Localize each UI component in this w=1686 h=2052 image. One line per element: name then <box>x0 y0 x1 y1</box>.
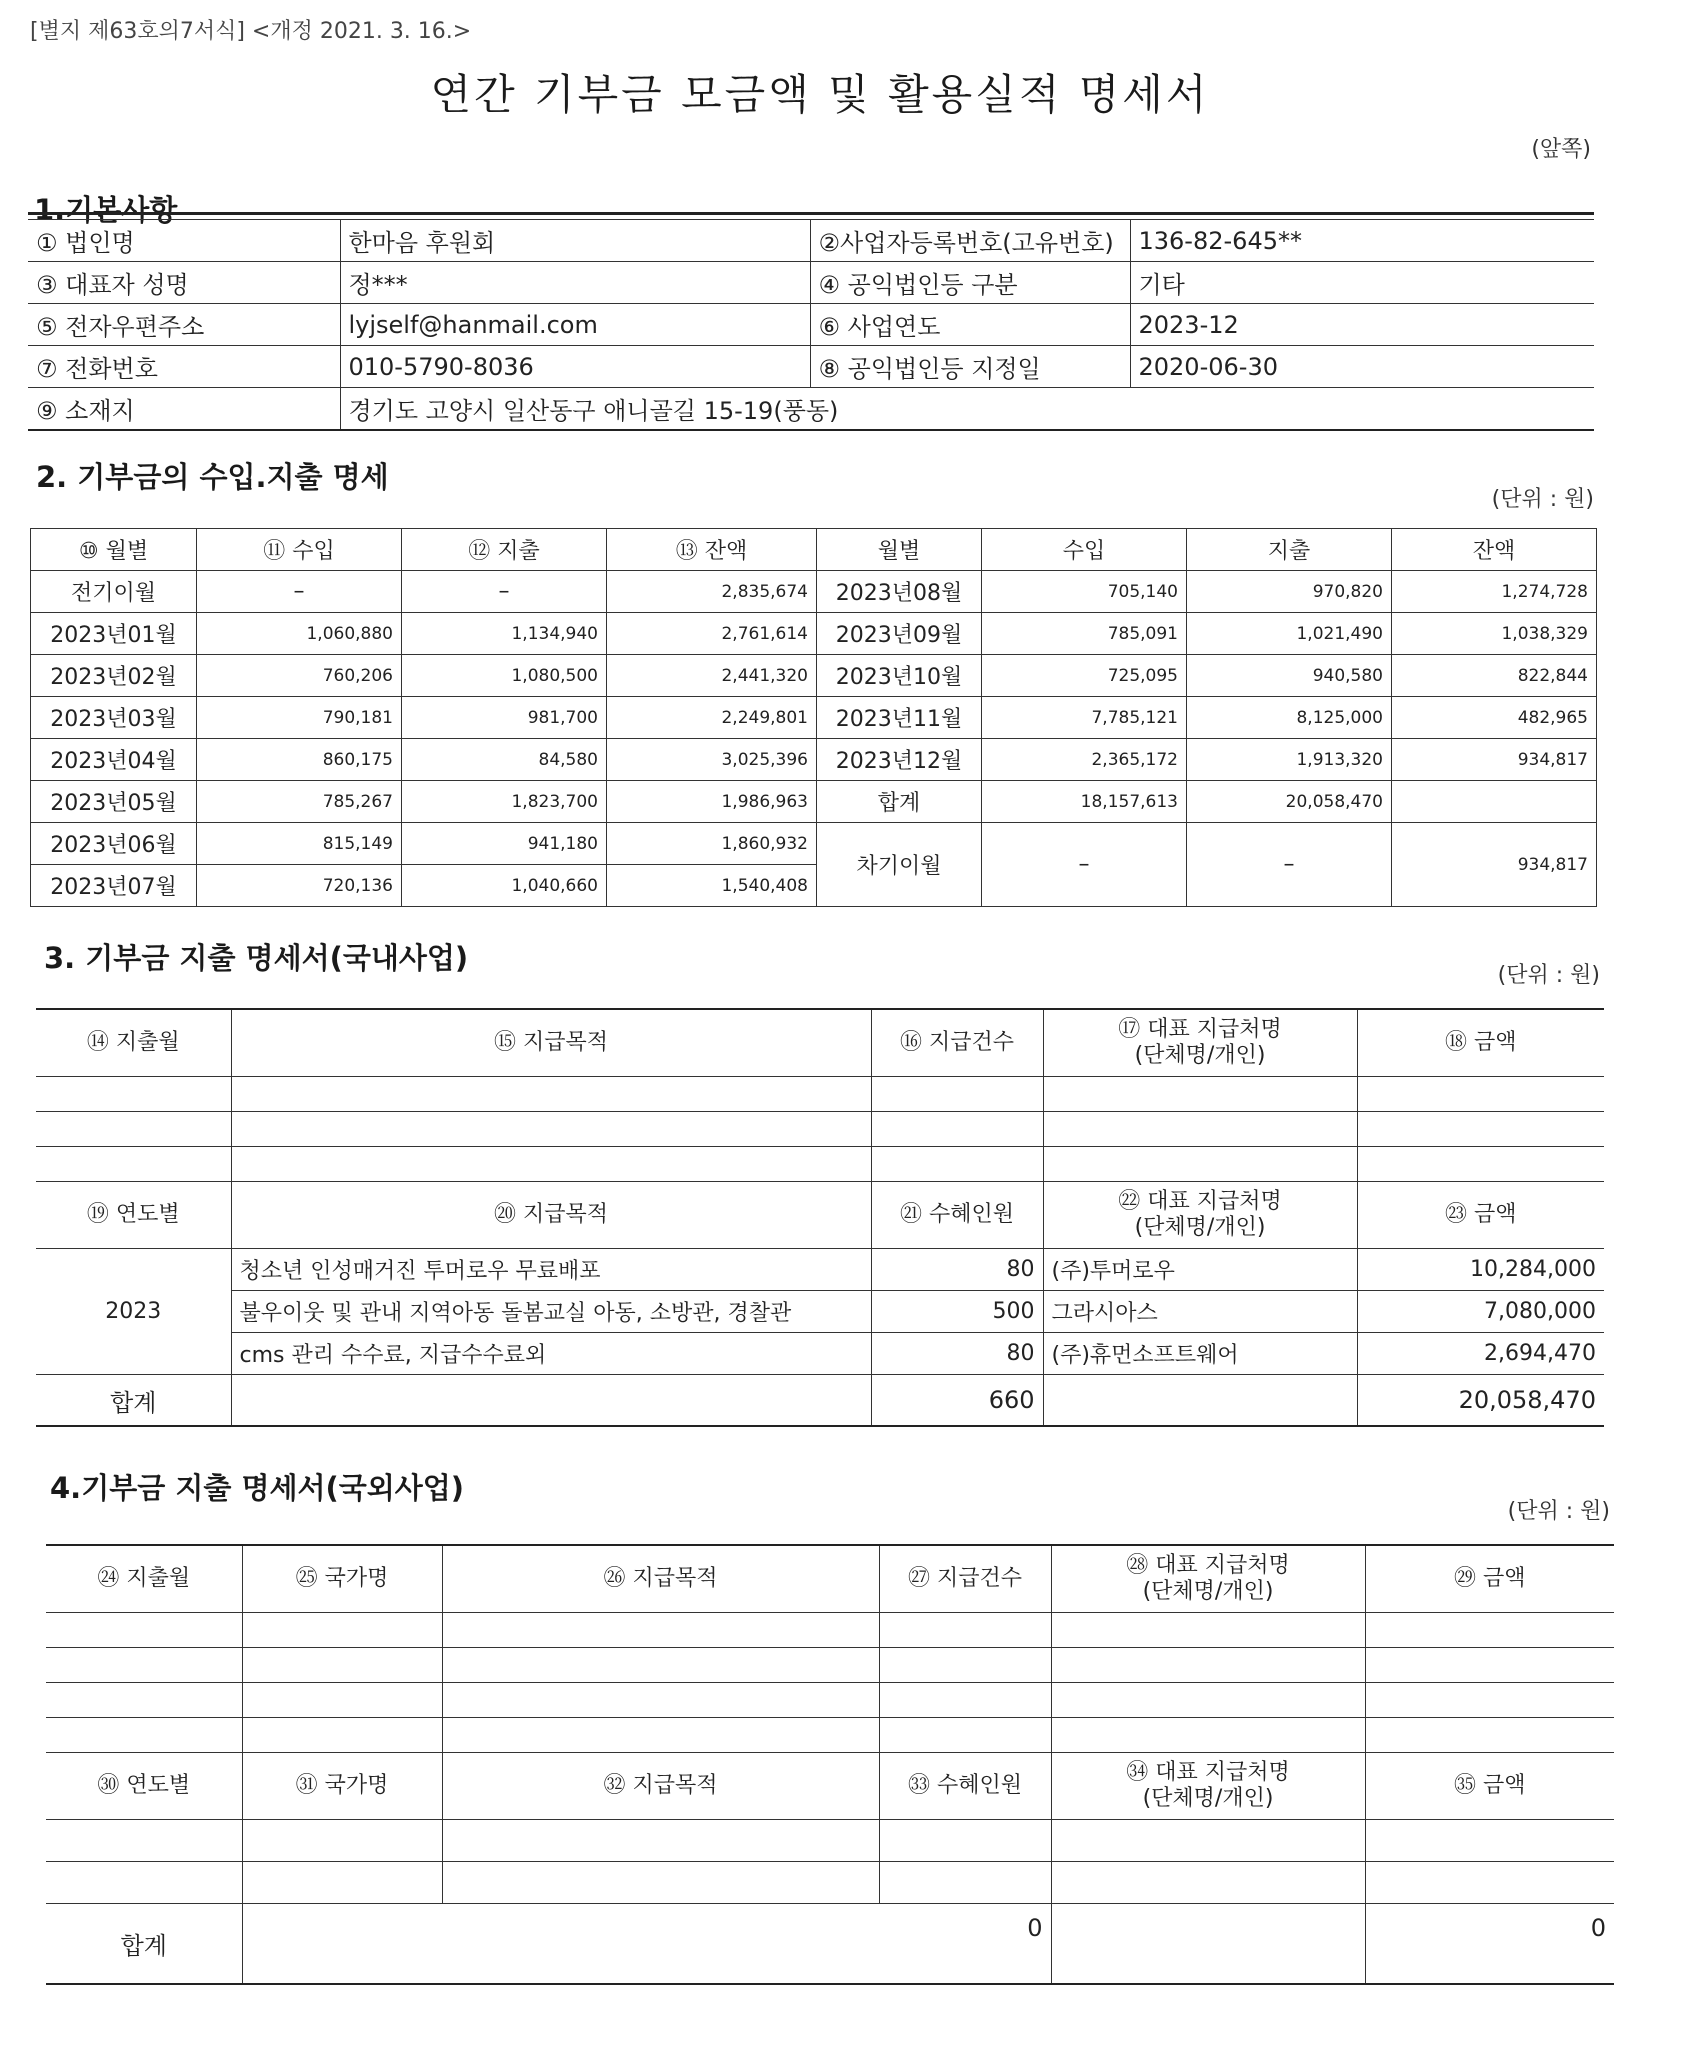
corp-name-label: ① 법인명 <box>28 220 340 262</box>
designation-date-label: ⑧ 공익법인등 지정일 <box>810 346 1130 388</box>
month-cell: 2023년06월 <box>31 823 197 865</box>
purpose-cell: 청소년 인성매거진 투머로우 무료배포 <box>231 1249 871 1291</box>
total-count: 660 <box>871 1375 1043 1427</box>
expense-cell: 941,180 <box>402 823 607 865</box>
col-purpose: ㉜ 지급목적 <box>442 1753 879 1820</box>
table-row <box>36 1249 1604 1291</box>
header-row <box>36 1009 1604 1077</box>
email-label: ⑤ 전자우편주소 <box>28 304 340 346</box>
col-amount: ⑱ 금액 <box>1357 1009 1604 1077</box>
form-reference: [별지 제63호의7서식] <개정 2021. 3. 16.> <box>30 19 472 44</box>
month-cell: 2023년02월 <box>31 655 197 697</box>
col-purpose: ⑮ 지급목적 <box>231 1009 871 1077</box>
col-country: ㉛ 국가명 <box>242 1753 442 1820</box>
income-cell: 2,365,172 <box>982 739 1187 781</box>
rep-name-value: 정*** <box>340 262 810 304</box>
carry-forward-label: 차기이월 <box>817 823 982 907</box>
count-cell: 80 <box>871 1249 1043 1291</box>
count-cell: 80 <box>871 1333 1043 1375</box>
col-count: ㉗ 지급건수 <box>879 1545 1051 1613</box>
col-payee: ㉒ 대표 지급처명 (단체명/개인) <box>1043 1182 1357 1249</box>
col-year: ⑲ 연도별 <box>36 1182 231 1249</box>
balance-cell: 1,274,728 <box>1392 571 1597 613</box>
col-payee: ㉞ 대표 지급처명 (단체명/개인) <box>1051 1753 1365 1820</box>
col-expense-2: 지출 <box>1187 529 1392 571</box>
table-row <box>31 613 1597 655</box>
income-cell: 725,095 <box>982 655 1187 697</box>
col-income: ⑪ 수입 <box>197 529 402 571</box>
amount-cell: 10,284,000 <box>1357 1249 1604 1291</box>
income-cell: 860,175 <box>197 739 402 781</box>
month-cell: 2023년10월 <box>817 655 982 697</box>
balance-cell: 1,860,932 <box>607 823 817 865</box>
total-amount: 20,058,470 <box>1357 1375 1604 1427</box>
month-cell: 전기이월 <box>31 571 197 613</box>
balance-cell: 2,761,614 <box>607 613 817 655</box>
col-balance-2: 잔액 <box>1392 529 1597 571</box>
document-title: 연간 기부금 모금액 및 활용실적 명세서 <box>430 70 1210 119</box>
payee-cell: (주)투머로우 <box>1043 1249 1357 1291</box>
month-cell: 2023년01월 <box>31 613 197 655</box>
total-row <box>36 1375 1604 1427</box>
col-country: ㉕ 국가명 <box>242 1545 442 1613</box>
basic-row <box>28 262 1594 304</box>
col-expense: ⑫ 지출 <box>402 529 607 571</box>
amount-cell: 2,694,470 <box>1357 1333 1604 1375</box>
month-cell: 2023년03월 <box>31 697 197 739</box>
basic-row <box>28 346 1594 388</box>
empty-row <box>46 1648 1614 1683</box>
income-cell: 1,060,880 <box>197 613 402 655</box>
income-cell: 815,149 <box>197 823 402 865</box>
month-cell: 2023년05월 <box>31 781 197 823</box>
income-cell: 790,181 <box>197 697 402 739</box>
carry-income-cell: – <box>982 823 1187 907</box>
section1-title: 1.기본사항 <box>34 193 178 227</box>
empty-row <box>46 1820 1614 1862</box>
total-label-cell: 합계 <box>817 781 982 823</box>
balance-cell: 1,038,329 <box>1392 613 1597 655</box>
section3-title: 3. 기부금 지출 명세서(국내사업) <box>44 941 469 975</box>
domestic-expense-table <box>36 1008 1604 1427</box>
balance-cell: 1,540,408 <box>607 865 817 907</box>
balance-cell: 2,835,674 <box>607 571 817 613</box>
expense-cell: 970,820 <box>1187 571 1392 613</box>
carry-balance-cell: 934,817 <box>1392 823 1597 907</box>
total-income-cell: 18,157,613 <box>982 781 1187 823</box>
purpose-cell: cms 관리 수수료, 지급수수료외 <box>231 1333 871 1375</box>
balance-cell: 482,965 <box>1392 697 1597 739</box>
col-purpose: ㉖ 지급목적 <box>442 1545 879 1613</box>
rep-name-label: ③ 대표자 성명 <box>28 262 340 304</box>
month-cell: 2023년08월 <box>817 571 982 613</box>
empty-row <box>46 1862 1614 1904</box>
section2-unit: (단위 : 원) <box>1491 487 1594 512</box>
expense-cell: 1,823,700 <box>402 781 607 823</box>
income-cell: 720,136 <box>197 865 402 907</box>
total-row <box>46 1904 1614 1984</box>
expense-cell: 84,580 <box>402 739 607 781</box>
address-value: 경기도 고양시 일산동구 애니골길 15-19(풍동) <box>340 388 1594 431</box>
balance-cell: 822,844 <box>1392 655 1597 697</box>
corp-type-label: ④ 공익법인등 구분 <box>810 262 1130 304</box>
header-row <box>46 1545 1614 1613</box>
col-expense-month: ㉔ 지출월 <box>46 1545 242 1613</box>
balance-cell: 2,249,801 <box>607 697 817 739</box>
balance-cell: 934,817 <box>1392 739 1597 781</box>
basic-row <box>28 388 1594 431</box>
expense-cell: 981,700 <box>402 697 607 739</box>
email-value: lyjself@hanmail.com <box>340 304 810 346</box>
col-beneficiaries: ㉝ 수혜인원 <box>879 1753 1051 1820</box>
table-row <box>36 1333 1604 1375</box>
col-year: ㉚ 연도별 <box>46 1753 242 1820</box>
month-cell: 2023년12월 <box>817 739 982 781</box>
expense-cell: 1,040,660 <box>402 865 607 907</box>
fiscal-year-label: ⑥ 사업연도 <box>810 304 1130 346</box>
month-cell: 2023년07월 <box>31 865 197 907</box>
total-label: 합계 <box>36 1375 231 1427</box>
col-amount: ㉓ 금액 <box>1357 1182 1604 1249</box>
empty-row <box>46 1718 1614 1753</box>
table-row <box>36 1291 1604 1333</box>
col-balance: ⑬ 잔액 <box>607 529 817 571</box>
table-row <box>31 739 1597 781</box>
balance-cell: 2,441,320 <box>607 655 817 697</box>
phone-value: 010-5790-8036 <box>340 346 810 388</box>
total-expense-cell: 20,058,470 <box>1187 781 1392 823</box>
month-cell: 2023년11월 <box>817 697 982 739</box>
table-row <box>31 823 1597 865</box>
empty-row <box>36 1077 1604 1112</box>
total-label: 합계 <box>46 1904 242 1984</box>
col-purpose: ⑳ 지급목적 <box>231 1182 871 1249</box>
address-label: ⑨ 소재지 <box>28 388 340 431</box>
empty-row <box>46 1683 1614 1718</box>
income-expense-table <box>30 528 1597 907</box>
amount-cell: 7,080,000 <box>1357 1291 1604 1333</box>
empty-row <box>36 1112 1604 1147</box>
col-amount: ㉟ 금액 <box>1365 1753 1614 1820</box>
expense-cell: 1,134,940 <box>402 613 607 655</box>
overseas-expense-table <box>46 1544 1614 1985</box>
col-month-2: 월별 <box>817 529 982 571</box>
table-row <box>31 571 1597 613</box>
year-cell: 2023 <box>36 1249 231 1375</box>
col-beneficiaries: ㉑ 수혜인원 <box>871 1182 1043 1249</box>
front-side-label: (앞쪽) <box>1531 137 1591 162</box>
phone-label: ⑦ 전화번호 <box>28 346 340 388</box>
basic-row <box>28 304 1594 346</box>
col-amount: ㉙ 금액 <box>1365 1545 1614 1613</box>
col-payee: ⑰ 대표 지급처명 (단체명/개인) <box>1043 1009 1357 1077</box>
designation-date-value: 2020-06-30 <box>1130 346 1594 388</box>
income-cell: 760,206 <box>197 655 402 697</box>
total-count: 0 <box>242 1904 1051 1984</box>
basic-info-table <box>28 212 1594 431</box>
table-row <box>31 655 1597 697</box>
col-expense-month: ⑭ 지출월 <box>36 1009 231 1077</box>
fiscal-year-value: 2023-12 <box>1130 304 1594 346</box>
total-balance-cell <box>1392 781 1597 823</box>
income-cell: 705,140 <box>982 571 1187 613</box>
income-cell: 785,091 <box>982 613 1187 655</box>
biz-number-value: 136-82-645** <box>1130 220 1594 262</box>
empty-row <box>36 1147 1604 1182</box>
expense-cell: 1,021,490 <box>1187 613 1392 655</box>
balance-cell: 3,025,396 <box>607 739 817 781</box>
table-row <box>31 781 1597 823</box>
count-cell: 500 <box>871 1291 1043 1333</box>
empty-row <box>46 1613 1614 1648</box>
col-income-2: 수입 <box>982 529 1187 571</box>
expense-cell: 1,080,500 <box>402 655 607 697</box>
expense-cell: 940,580 <box>1187 655 1392 697</box>
income-cell: 7,785,121 <box>982 697 1187 739</box>
col-month: ⑩ 월별 <box>31 529 197 571</box>
col-payee: ㉘ 대표 지급처명 (단체명/개인) <box>1051 1545 1365 1613</box>
payee-cell: 그라시아스 <box>1043 1291 1357 1333</box>
month-cell: 2023년04월 <box>31 739 197 781</box>
section4-unit: (단위 : 원) <box>1507 1499 1610 1524</box>
section2-title: 2. 기부금의 수입.지출 명세 <box>36 460 389 494</box>
month-cell: 2023년09월 <box>817 613 982 655</box>
balance-cell: 1,986,963 <box>607 781 817 823</box>
carry-expense-cell: – <box>1187 823 1392 907</box>
income-cell: 785,267 <box>197 781 402 823</box>
section3-unit: (단위 : 원) <box>1497 963 1600 988</box>
basic-row <box>28 220 1594 262</box>
section4-title: 4.기부금 지출 명세서(국외사업) <box>50 1471 465 1505</box>
expense-cell: – <box>402 571 607 613</box>
header-row <box>46 1753 1614 1820</box>
corp-type-value: 기타 <box>1130 262 1594 304</box>
header-row <box>31 529 1597 571</box>
purpose-cell: 불우이웃 및 관내 지역아동 돌봄교실 아동, 소방관, 경찰관 <box>231 1291 871 1333</box>
table-row <box>31 697 1597 739</box>
expense-cell: 8,125,000 <box>1187 697 1392 739</box>
income-cell: – <box>197 571 402 613</box>
corp-name-value: 한마음 후원회 <box>340 220 810 262</box>
col-count: ⑯ 지급건수 <box>871 1009 1043 1077</box>
header-row <box>36 1182 1604 1249</box>
expense-cell: 1,913,320 <box>1187 739 1392 781</box>
total-amount: 0 <box>1365 1904 1614 1984</box>
biz-number-label: ②사업자등록번호(고유번호) <box>810 220 1130 262</box>
payee-cell: (주)휴먼소프트웨어 <box>1043 1333 1357 1375</box>
